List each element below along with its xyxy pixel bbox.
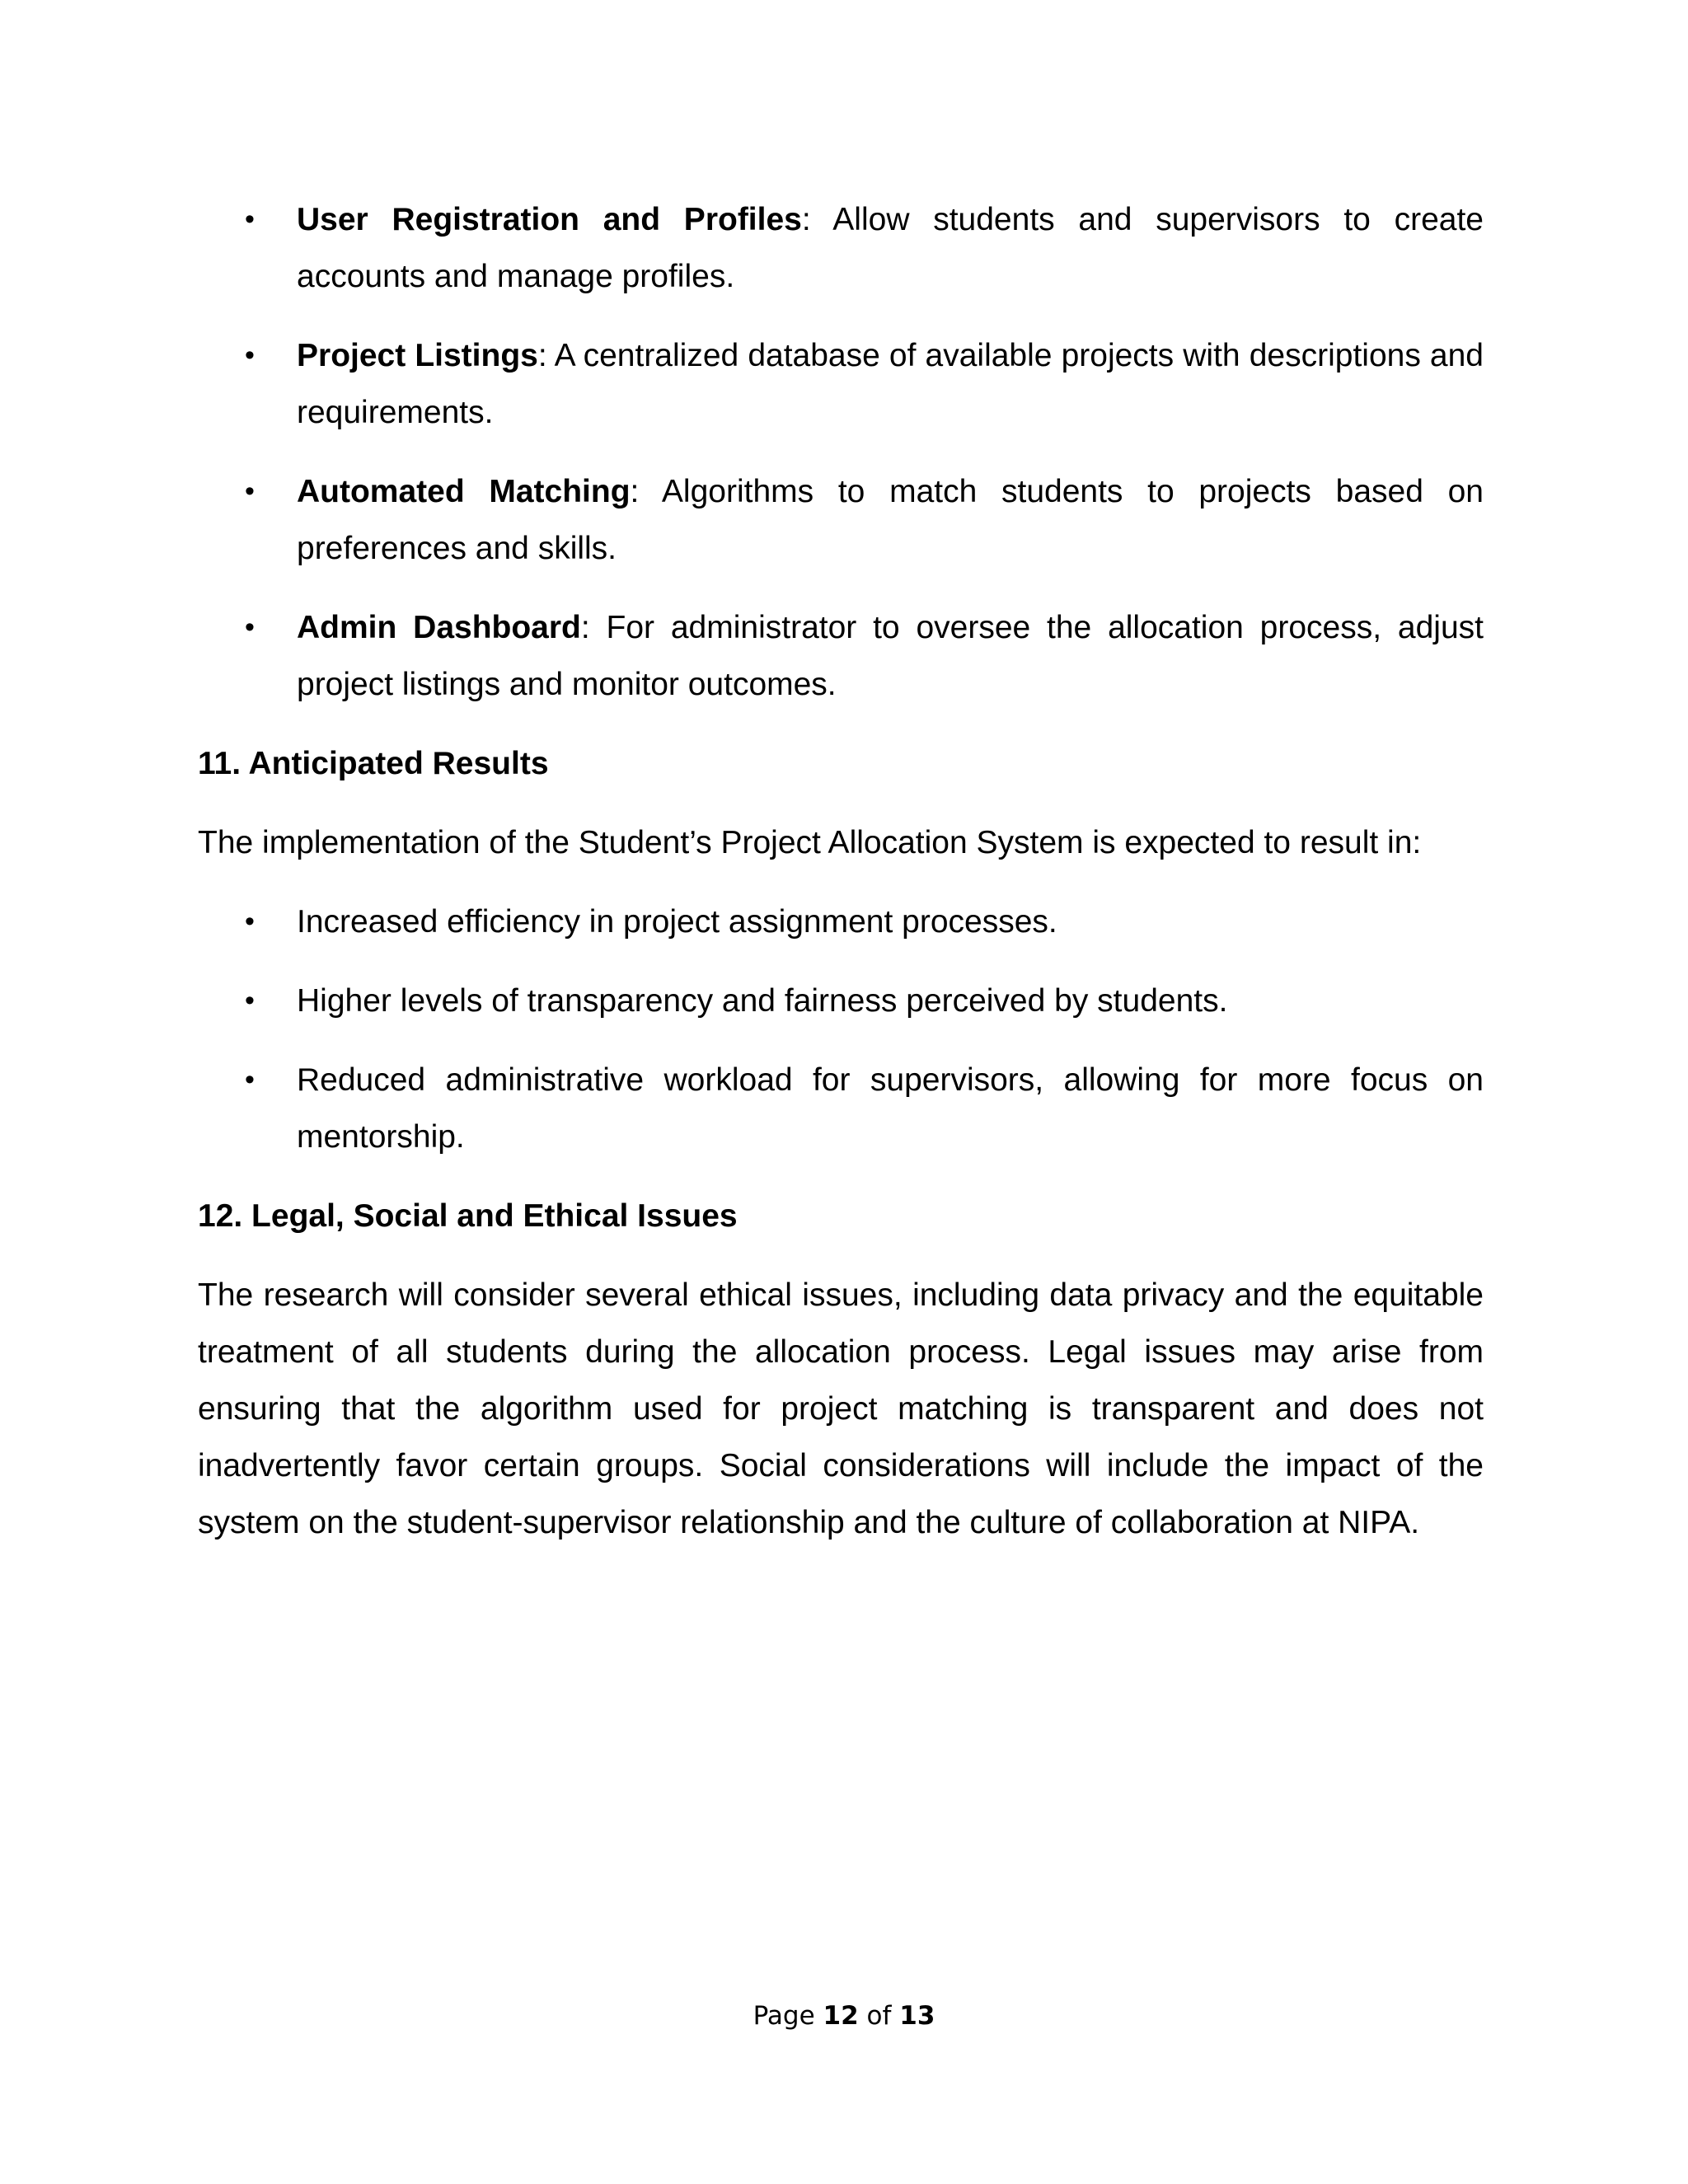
page-content (198, 191, 1484, 1573)
page-label: Page (753, 2001, 815, 2031)
feature-text: : For administrator to oversee the allocation process, adjust project listings and monitor outcomes. (297, 610, 1484, 702)
section-12-heading: 12. Legal, Social and Ethical Issues (198, 1198, 738, 1234)
bullet: • (245, 476, 255, 507)
feature-text: : A centralized database of available projects with descriptions and requirements. (297, 338, 1484, 430)
feature-item (198, 327, 1484, 441)
result-item (198, 1052, 1484, 1165)
bullet: • (245, 1064, 255, 1095)
result-item (198, 972, 1484, 1029)
page-number: 12 (823, 2001, 859, 2031)
section-12-body: The research will consider several ethical issues, including data privacy and the equitable treatment of all students during the allocation process. Legal issues may arise from ensuring that the algorithm used for project matching is transparent and does not inadvertently favor certain groups. Social considerations will include the impact of the system on the student-supervisor relationship and the culture of collaboration at NIPA. (198, 1277, 1484, 1540)
of-label: of (866, 2001, 892, 2031)
feature-term: Admin Dashboard (297, 610, 581, 645)
feature-text: : Algorithms to match students to projects based on preferences and skills. (297, 474, 1484, 566)
feature-item (198, 599, 1484, 713)
feature-item (198, 191, 1484, 305)
bullet: • (245, 906, 255, 937)
bullet: • (245, 340, 255, 371)
result-text: Increased efficiency in project assignment processes. (297, 904, 1057, 940)
result-text: Reduced administrative workload for supervisors, allowing for more focus on mentorship. (297, 1062, 1484, 1155)
bullet: • (245, 204, 255, 235)
result-item (198, 893, 1484, 950)
total-pages: 13 (899, 2001, 935, 2031)
feature-term: Automated Matching (297, 474, 631, 509)
page-footer (0, 1999, 1688, 2032)
bullet: • (245, 612, 255, 643)
section-11-heading: 11. Anticipated Results (198, 746, 549, 781)
section-11-intro: The implementation of the Student’s Project Allocation System is expected to result in: (198, 825, 1422, 860)
feature-term: User Registration and Profiles (297, 202, 802, 237)
result-text: Higher levels of transparency and fairness perceived by students. (297, 983, 1228, 1019)
feature-text: : Allow students and supervisors to create accounts and manage profiles. (297, 202, 1484, 294)
results-list (198, 893, 1484, 1165)
feature-list (198, 191, 1484, 713)
feature-term: Project Listings (297, 338, 538, 373)
bullet: • (245, 985, 255, 1016)
feature-item (198, 463, 1484, 577)
